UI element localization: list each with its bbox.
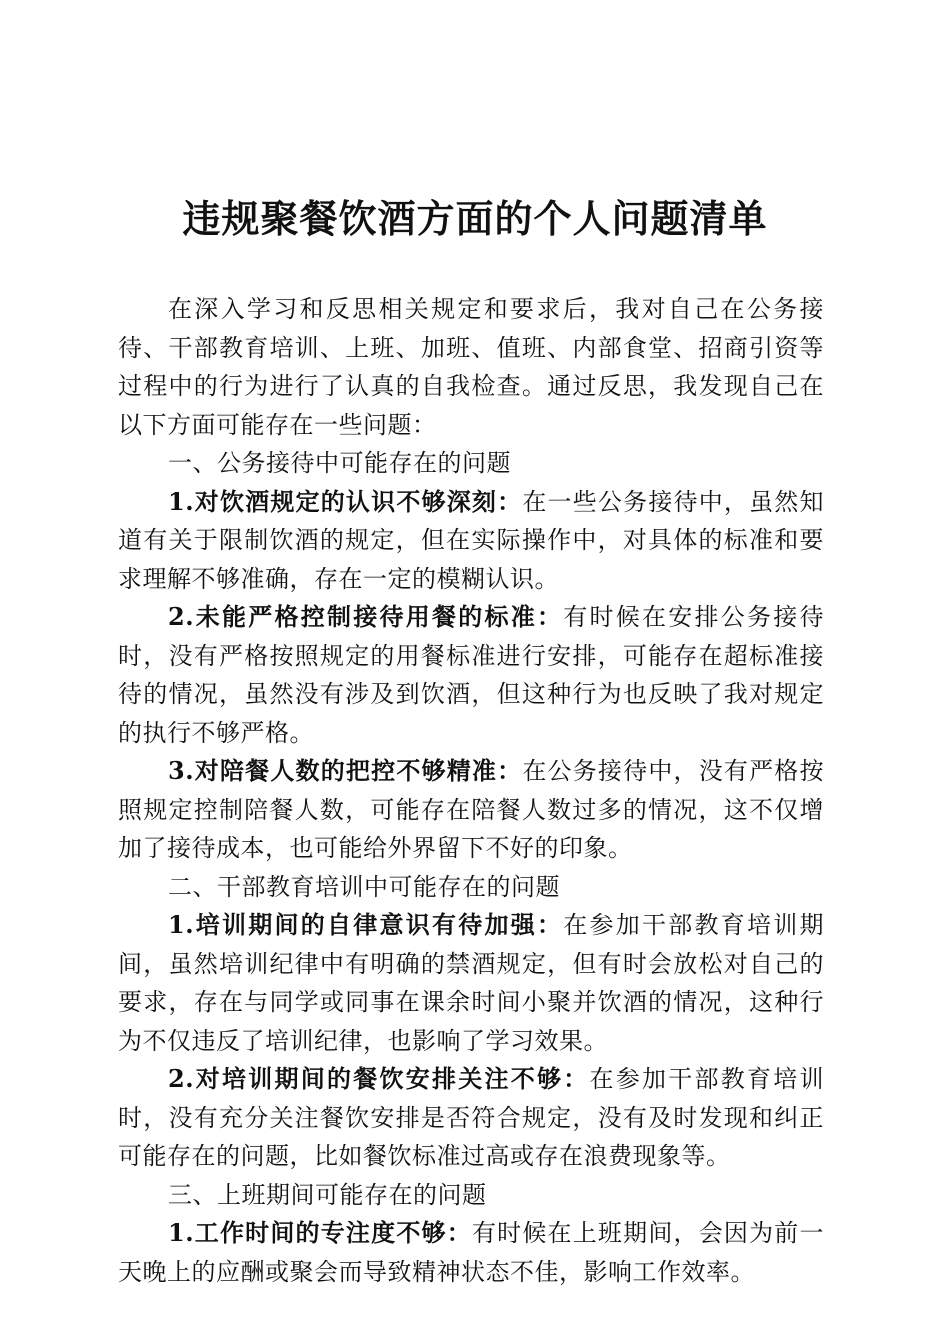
document-title: 违规聚餐饮酒方面的个人问题清单 <box>182 196 768 241</box>
list-item <box>118 1214 824 1291</box>
item-text: 有时候在安排公务接待时，没有严格按照规定的用餐标准进行安排，可能存在超标准接待的情况，虽然没有涉及到饮酒，但这种行为也反映了我对规定的执行不够严格。 <box>118 603 824 747</box>
item-text: 在参加干部教育培训时，没有充分关注餐饮安排是否符合规定，没有及时发现和纠正可能存在的问题，比如餐饮标准过高或存在浪费现象等。 <box>118 1065 824 1170</box>
item-text: 在参加干部教育培训期间，虽然培训纪律中有明确的禁酒规定，但有时会放松对自己的要求，存在与同学或同事在课余时间小聚并饮酒的情况，这种行为不仅违反了培训纪律，也影响了学习效果。 <box>118 911 824 1055</box>
list-item <box>118 906 824 1060</box>
item-text: 有时候在上班期间，会因为前一天晚上的应酬或聚会而导致精神状态不佳，影响工作效率。 <box>118 1219 825 1286</box>
item-lead: 2.对培训期间的餐饮安排关注不够： <box>168 1064 590 1093</box>
item-lead: 1.对饮酒规定的认识不够深刻： <box>168 486 523 516</box>
list-item <box>118 483 824 599</box>
list-item <box>118 752 824 868</box>
list-item <box>118 1060 824 1176</box>
document-body <box>118 290 824 1291</box>
item-lead: 1.培训期间的自律意识有待加强： <box>168 910 564 939</box>
item-lead: 3.对陪餐人数的把控不够精准： <box>168 756 523 785</box>
item-text: 在公务接待中，没有严格按照规定控制陪餐人数，可能存在陪餐人数过多的情况，这不仅增加了接待成本，也可能给外界留下不好的印象。 <box>118 757 824 862</box>
item-lead: 2.未能严格控制接待用餐的标准： <box>168 602 564 631</box>
section-heading-training: 二、干部教育培训中可能存在的问题 <box>168 872 560 901</box>
item-lead: 1.工作时间的专注度不够： <box>168 1218 472 1247</box>
list-item <box>118 598 824 752</box>
intro-paragraph: 在深入学习和反思相关规定和要求后，我对自己在公务接待、干部教育培训、上班、加班、值班、内部食堂、招商引资等过程中的行为进行了认真的自我检查。通过反思，我发现自己在以下方面可能存在一些问题： <box>118 295 824 439</box>
section-heading-reception: 一、公务接待中可能存在的问题 <box>168 449 511 477</box>
section-heading-work: 三、上班期间可能存在的问题 <box>168 1180 487 1209</box>
item-text: 在一些公务接待中，虽然知道有关于限制饮酒的规定，但在实际操作中，对具体的标准和要求理解不够准确，存在一定的模糊认识。 <box>118 487 824 593</box>
